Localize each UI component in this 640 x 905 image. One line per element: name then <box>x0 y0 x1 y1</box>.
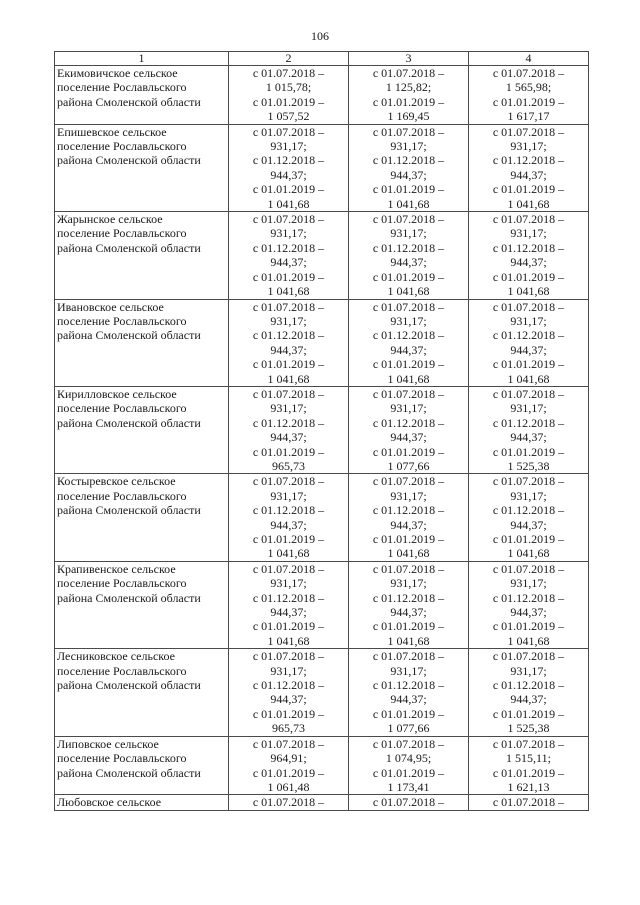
tariff-line: с 01.12.2018 – <box>372 328 445 343</box>
settlement-name-cell <box>55 736 229 795</box>
settlement-name-line: Крапивенское сельское <box>57 561 176 576</box>
tariff-cell <box>349 66 469 125</box>
tariff-line: с 01.01.2019 – <box>372 444 445 459</box>
tariff-line: 944,37; <box>270 342 307 357</box>
tariff-line: с 01.01.2019 – <box>492 706 565 721</box>
tariff-line: 944,37; <box>510 342 547 357</box>
tariff-line: с 01.07.2018 – <box>372 386 445 401</box>
tariff-line: с 01.01.2019 – <box>372 619 445 634</box>
tariff-line: 944,37; <box>390 342 427 357</box>
tariff-line: с 01.07.2018 – <box>372 649 445 664</box>
tariff-line: 944,37; <box>510 167 547 182</box>
settlement-name-line: Екимовичское сельское <box>57 66 178 80</box>
settlement-name-cell <box>55 561 229 648</box>
settlement-name-line: поселение Рославльского <box>57 751 187 766</box>
tariff-cell <box>469 649 589 736</box>
tariff-line: 1 515,11; <box>506 751 551 766</box>
settlement-name-line: района Смоленской области <box>57 328 201 343</box>
tariff-line: с 01.07.2018 – <box>252 474 325 489</box>
tariff-line: 931,17; <box>270 139 307 154</box>
tariff-line: с 01.07.2018 – <box>252 386 325 401</box>
tariff-line: 944,37; <box>270 605 307 620</box>
tariff-line: с 01.07.2018 – <box>372 561 445 576</box>
tariff-cell <box>229 649 349 736</box>
tariff-line: с 01.07.2018 – <box>492 649 565 664</box>
tariff-line: 944,37; <box>510 255 547 270</box>
tariff-line: 1 617,17 <box>507 109 550 124</box>
tariff-line: с 01.07.2018 – <box>492 795 565 810</box>
tariff-line: с 01.01.2019 – <box>492 269 565 284</box>
tariff-line: 1 041,68 <box>387 196 430 211</box>
tariff-line: с 01.01.2019 – <box>252 619 325 634</box>
tariff-line: с 01.07.2018 – <box>492 474 565 489</box>
settlement-name-line: поселение Рославльского <box>57 663 187 678</box>
tariff-cell <box>229 212 349 299</box>
tariff-line: с 01.12.2018 – <box>492 503 565 518</box>
column-header: 4 <box>469 52 589 66</box>
tariff-line: с 01.07.2018 – <box>492 66 565 80</box>
tariff-line: с 01.07.2018 – <box>252 736 325 751</box>
settlement-name-line: поселение Рославльского <box>57 313 187 328</box>
tariff-line: 1 041,68 <box>507 371 550 386</box>
tariff-line: 1 041,68 <box>387 284 430 299</box>
tariff-line: с 01.12.2018 – <box>492 153 565 168</box>
tariff-line: 931,17; <box>390 401 427 416</box>
tariff-line: 944,37; <box>270 517 307 532</box>
tariff-line: 944,37; <box>270 167 307 182</box>
settlement-name-cell <box>55 124 229 211</box>
tariff-line: 931,17; <box>510 401 547 416</box>
tariff-line: с 01.01.2019 – <box>372 357 445 372</box>
tariff-cell <box>469 795 589 810</box>
tariff-line: 1 525,38 <box>507 721 550 736</box>
tariff-cell <box>229 299 349 386</box>
tariff-table <box>54 51 589 811</box>
tariff-line: 965,73 <box>272 721 305 736</box>
tariff-line: с 01.12.2018 – <box>372 678 445 693</box>
tariff-line: с 01.07.2018 – <box>372 124 445 139</box>
tariff-line: с 01.01.2019 – <box>492 444 565 459</box>
tariff-line: 931,17; <box>510 139 547 154</box>
tariff-line: 1 077,66 <box>387 458 430 473</box>
tariff-line: 944,37; <box>270 692 307 707</box>
tariff-line: с 01.12.2018 – <box>492 415 565 430</box>
tariff-line: 944,37; <box>390 167 427 182</box>
tariff-cell <box>469 474 589 561</box>
tariff-cell <box>349 124 469 211</box>
settlement-name-line: поселение Рославльского <box>57 576 187 591</box>
settlement-name-cell <box>55 299 229 386</box>
tariff-line: 1 041,68 <box>507 284 550 299</box>
tariff-line: с 01.12.2018 – <box>492 240 565 255</box>
settlement-name-cell <box>55 386 229 473</box>
tariff-line: с 01.12.2018 – <box>492 678 565 693</box>
tariff-line: 931,17; <box>390 663 427 678</box>
tariff-line: с 01.07.2018 – <box>492 124 565 139</box>
tariff-line: 1 565,98; <box>505 80 552 95</box>
tariff-line: с 01.01.2019 – <box>372 269 445 284</box>
tariff-line: с 01.07.2018 – <box>252 66 325 80</box>
tariff-line: 944,37; <box>390 255 427 270</box>
tariff-line: 965,73 <box>272 458 305 473</box>
tariff-line: с 01.01.2019 – <box>492 182 565 197</box>
tariff-line: 931,17; <box>270 313 307 328</box>
tariff-line: 944,37; <box>390 430 427 445</box>
column-header: 3 <box>349 52 469 66</box>
tariff-line: с 01.12.2018 – <box>252 153 325 168</box>
settlement-name-cell <box>55 212 229 299</box>
tariff-line: с 01.01.2019 – <box>252 269 325 284</box>
tariff-cell <box>349 474 469 561</box>
tariff-line: с 01.07.2018 – <box>492 736 565 751</box>
column-header: 2 <box>229 52 349 66</box>
tariff-line: с 01.12.2018 – <box>372 240 445 255</box>
table-body <box>55 66 589 811</box>
tariff-line: 931,17; <box>390 313 427 328</box>
table-row <box>55 736 589 795</box>
tariff-line: с 01.01.2019 – <box>252 94 325 109</box>
tariff-line: с 01.07.2018 – <box>372 66 445 80</box>
tariff-cell <box>469 386 589 473</box>
tariff-cell <box>229 386 349 473</box>
tariff-line: с 01.01.2019 – <box>492 619 565 634</box>
tariff-line: с 01.07.2018 – <box>372 212 445 227</box>
tariff-line: 931,17; <box>390 139 427 154</box>
tariff-line: с 01.07.2018 – <box>492 386 565 401</box>
tariff-line: с 01.12.2018 – <box>372 503 445 518</box>
settlement-name-line: района Смоленской области <box>57 153 201 168</box>
tariff-line: 944,37; <box>390 692 427 707</box>
tariff-line: 1 621,13 <box>507 779 550 794</box>
tariff-line: 931,17; <box>270 576 307 591</box>
table-row <box>55 212 589 299</box>
settlement-name-line: Кирилловское сельское <box>57 386 177 401</box>
tariff-line: с 01.12.2018 – <box>372 590 445 605</box>
settlement-name-line: района Смоленской области <box>57 415 201 430</box>
settlement-name-cell <box>55 66 229 125</box>
settlement-name-line: Липовское сельское <box>57 736 159 751</box>
tariff-line: 931,17; <box>510 488 547 503</box>
tariff-line: с 01.01.2019 – <box>252 182 325 197</box>
tariff-line: с 01.12.2018 – <box>252 678 325 693</box>
tariff-line: 931,17; <box>510 576 547 591</box>
tariff-line: с 01.01.2019 – <box>372 94 445 109</box>
tariff-cell <box>229 736 349 795</box>
tariff-line: 1 077,66 <box>387 721 430 736</box>
tariff-line: 931,17; <box>510 226 547 241</box>
tariff-line: с 01.01.2019 – <box>372 532 445 546</box>
tariff-line: 1 041,68 <box>267 196 310 211</box>
tariff-line: 1 041,68 <box>387 633 430 648</box>
settlement-name-line: Любовское сельское <box>57 795 162 810</box>
tariff-line: с 01.07.2018 – <box>492 212 565 227</box>
tariff-line: с 01.12.2018 – <box>252 240 325 255</box>
table-row <box>55 66 589 125</box>
tariff-line: 1 041,68 <box>387 546 430 561</box>
tariff-line: с 01.12.2018 – <box>252 590 325 605</box>
tariff-line: 931,17; <box>270 488 307 503</box>
tariff-line: 1 074,95; <box>385 751 432 766</box>
tariff-line: с 01.01.2019 – <box>492 357 565 372</box>
tariff-cell <box>349 561 469 648</box>
tariff-line: 1 041,68 <box>267 633 310 648</box>
table-row <box>55 474 589 561</box>
tariff-line: с 01.07.2018 – <box>372 736 445 751</box>
tariff-cell <box>349 795 469 810</box>
tariff-line: 944,37; <box>510 692 547 707</box>
tariff-line: с 01.07.2018 – <box>252 124 325 139</box>
tariff-line: с 01.07.2018 – <box>372 474 445 489</box>
tariff-line: 944,37; <box>390 605 427 620</box>
settlement-name-line: поселение Рославльского <box>57 488 187 503</box>
tariff-cell <box>469 561 589 648</box>
tariff-line: 1 015,78; <box>265 80 312 95</box>
page-number: 106 <box>311 29 329 43</box>
settlement-name-line: поселение Рославльского <box>57 401 187 416</box>
tariff-line: 1 041,68 <box>507 196 550 211</box>
tariff-line: 1 041,68 <box>507 633 550 648</box>
tariff-line: 931,17; <box>390 488 427 503</box>
tariff-line: 1 173,41 <box>387 779 430 794</box>
tariff-line: 931,17; <box>270 663 307 678</box>
tariff-line: 1 041,68 <box>387 371 430 386</box>
settlement-name-line: района Смоленской области <box>57 765 201 780</box>
tariff-line: 1 041,68 <box>267 371 310 386</box>
table-row <box>55 649 589 736</box>
tariff-cell <box>469 736 589 795</box>
table-row <box>55 386 589 473</box>
tariff-cell <box>469 66 589 125</box>
settlement-name-line: района Смоленской области <box>57 503 201 518</box>
tariff-cell <box>229 561 349 648</box>
settlement-name-line: района Смоленской области <box>57 240 201 255</box>
settlement-name-line: района Смоленской области <box>57 678 201 693</box>
settlement-name-line: поселение Рославльского <box>57 226 187 241</box>
tariff-line: с 01.01.2019 – <box>372 706 445 721</box>
tariff-cell <box>349 386 469 473</box>
tariff-line: 1 041,68 <box>267 284 310 299</box>
settlement-name-cell <box>55 649 229 736</box>
tariff-line: 1 125,82; <box>385 80 432 95</box>
tariff-line: с 01.12.2018 – <box>252 503 325 518</box>
column-header: 1 <box>55 52 229 66</box>
table-row <box>55 299 589 386</box>
tariff-line: с 01.01.2019 – <box>492 532 565 546</box>
tariff-line: с 01.01.2019 – <box>252 706 325 721</box>
tariff-line: с 01.07.2018 – <box>372 299 445 314</box>
settlement-name-cell <box>55 795 229 810</box>
tariff-line: 944,37; <box>270 255 307 270</box>
tariff-line: с 01.01.2019 – <box>252 765 325 780</box>
settlement-name-line: Костыревское сельское <box>57 474 176 489</box>
tariff-line: с 01.07.2018 – <box>252 212 325 227</box>
tariff-line: с 01.12.2018 – <box>372 415 445 430</box>
tariff-line: с 01.07.2018 – <box>252 649 325 664</box>
tariff-line: с 01.01.2019 – <box>252 357 325 372</box>
tariff-line: 1 057,52 <box>267 109 310 124</box>
tariff-line: с 01.12.2018 – <box>372 153 445 168</box>
tariff-line: 944,37; <box>510 430 547 445</box>
tariff-line: с 01.07.2018 – <box>252 299 325 314</box>
tariff-line: 1 041,68 <box>507 546 550 561</box>
tariff-line: с 01.12.2018 – <box>492 328 565 343</box>
tariff-line: 931,17; <box>270 226 307 241</box>
tariff-line: 944,37; <box>270 430 307 445</box>
table-header-row <box>55 52 589 66</box>
tariff-line: с 01.01.2019 – <box>372 182 445 197</box>
tariff-line: с 01.01.2019 – <box>492 765 565 780</box>
tariff-cell <box>229 66 349 125</box>
settlement-name-line: Ивановское сельское <box>57 299 164 314</box>
tariff-line: с 01.12.2018 – <box>492 590 565 605</box>
tariff-line: с 01.07.2018 – <box>492 299 565 314</box>
tariff-line: 931,17; <box>390 576 427 591</box>
settlement-name-line: Лесниковское сельское <box>57 649 175 664</box>
table-row <box>55 795 589 810</box>
settlement-name-line: Епишевское сельское <box>57 124 167 139</box>
tariff-cell <box>229 474 349 561</box>
tariff-line: 931,17; <box>510 313 547 328</box>
settlement-name-line: поселение Рославльского <box>57 139 187 154</box>
tariff-cell <box>469 124 589 211</box>
tariff-cell <box>469 299 589 386</box>
tariff-line: с 01.07.2018 – <box>492 561 565 576</box>
settlement-name-line: района Смоленской области <box>57 94 201 109</box>
tariff-line: с 01.12.2018 – <box>252 328 325 343</box>
tariff-line: 931,17; <box>510 663 547 678</box>
tariff-cell <box>349 299 469 386</box>
tariff-cell <box>229 795 349 810</box>
tariff-line: 964,91; <box>270 751 307 766</box>
tariff-line: 1 169,45 <box>387 109 430 124</box>
tariff-line: с 01.01.2019 – <box>372 765 445 780</box>
settlement-name-line: поселение Рославльского <box>57 80 187 95</box>
settlement-name-line: района Смоленской области <box>57 590 201 605</box>
tariff-line: с 01.07.2018 – <box>252 561 325 576</box>
tariff-line: с 01.07.2018 – <box>252 795 325 810</box>
tariff-line: 944,37; <box>510 517 547 532</box>
settlement-name-cell <box>55 474 229 561</box>
tariff-line: 944,37; <box>390 517 427 532</box>
tariff-cell <box>349 649 469 736</box>
tariff-line: с 01.07.2018 – <box>372 795 445 810</box>
tariff-line: с 01.01.2019 – <box>492 94 565 109</box>
tariff-line: 1 061,48 <box>267 779 310 794</box>
tariff-line: 944,37; <box>510 605 547 620</box>
tariff-line: 931,17; <box>270 401 307 416</box>
tariff-cell <box>229 124 349 211</box>
tariff-line: 1 041,68 <box>267 546 310 561</box>
tariff-cell <box>349 736 469 795</box>
tariff-line: 1 525,38 <box>507 458 550 473</box>
tariff-line: 931,17; <box>390 226 427 241</box>
tariff-line: с 01.01.2019 – <box>252 532 325 546</box>
settlement-name-line: Жарынское сельское <box>57 212 163 227</box>
tariff-cell <box>349 212 469 299</box>
table-row <box>55 124 589 211</box>
table-row <box>55 561 589 648</box>
tariff-cell <box>469 212 589 299</box>
tariff-line: с 01.01.2019 – <box>252 444 325 459</box>
tariff-line: с 01.12.2018 – <box>252 415 325 430</box>
